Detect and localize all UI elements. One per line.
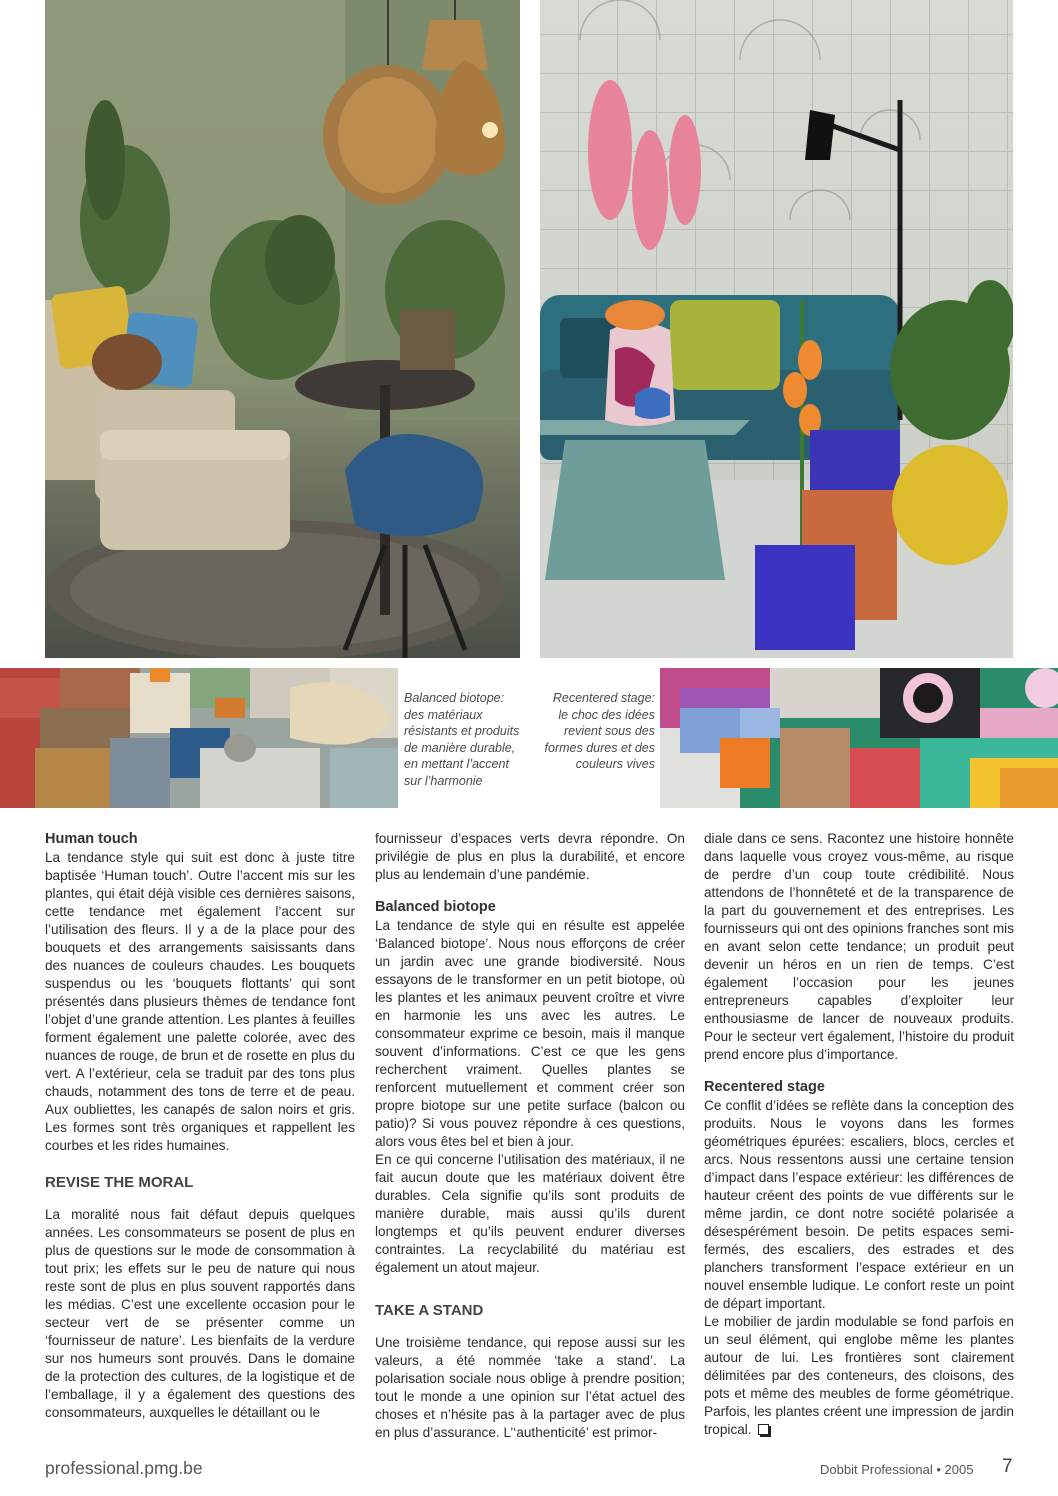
- caption-line: en mettant l’accent: [404, 757, 509, 771]
- paragraph: Une troisième tendance, qui repose aussi sur les valeurs, a été nommée ‘take a stand’. La polarisation sociale nous oblige à prendre position; tout le monde a une opinion sur l’état actuel des choses et n’hésite pas à la partager avec de plus en plus d’assurance. L’‘authenticité’ est primor-: [375, 1335, 685, 1440]
- article-column-2: [375, 830, 685, 1442]
- caption-line: revient sous des: [563, 724, 655, 738]
- moodboard-materials-2: [660, 668, 1058, 808]
- section-heading-recentered-stage: Recentered stage: [704, 1079, 825, 1095]
- paragraph: La tendance style qui suit est donc à juste titre baptisée ‘Human touch’. Outre l’accent mis sur les plantes, qui était déjà visible ces dernières saisons, cette tendance met également l’accent sur l’utilisation des fleurs. Il y a de la place pour des bouquets et des arrangements saisissants dans des nuances de couleurs chaudes. Les bouquets suspendus ou les ‘bouquets flottants’ qui sont présentés dans plusieurs thèmes de tendance font l’objet d’une grande attention. Les plantes à feuilles forment également une palette colorée, avec des nuances de rouge, de brun et de rosette en plus du vert. A l’extérieur, cela se traduit par des tons plus chauds, notamment des tons de terre et de peau. Aux oubliettes, les canapés de salon noirs et gris. Les formes sont très organiques et rappellent les courbes et les rides humaines.: [45, 850, 355, 1153]
- paragraph: En ce qui concerne l’utilisation des matériaux, il ne fait aucun doute que les matériaux doivent être durables. Cela signifie qu’ils sont produits de manière durable, mais aussi qu’ils durent longtemps et qu’ils peuvent endurer diverses contraintes. La recyclabilité du matériau est également un atout majeur.: [375, 1152, 685, 1275]
- paragraph: La tendance de style qui en résulte est appelée ‘Balanced biotope’. Nous nous efforçons de créer un jardin avec une grande biodiversité. Nous essayons de le transformer en un petit biotope, où les plantes et les animaux peuvent croître et vivre en harmonie les uns avec les autres. Le consommateur exprime ce besoin, mais il manque souvent d’informations. C’est ce que les gens recherchent vraiment. Quelles plantes se renforcent mutuellement et comment créer son propre biotope sur une petite surface (balcon ou patio)? Si vous pouvez répondre à ces questions, alors vous êtes bel et bien à jour.: [375, 918, 685, 1149]
- page-number: 7: [1002, 1456, 1013, 1477]
- paragraph-text: Le mobilier de jardin modulable se fond parfois en un seul élément, qui englobe même les plantes autour de lui. Les frontières sont clairement délimitées par des conteneurs, des cloisons, des pots et même des meubles de forme géométrique. Parfois, les plantes créent une impression de jardin tropical.: [704, 1314, 1014, 1437]
- moodboard-recentered-stage: [660, 668, 1058, 808]
- moodboard-materials-1: [0, 668, 398, 808]
- caption-line: résistants et produits: [404, 724, 520, 738]
- interior-illustration-1: [45, 0, 520, 658]
- paragraph: Ce conflit d’idées se reflète dans la conception des produits. Nous le voyons dans les formes géométriques épurées: escaliers, blocs, cercles et arcs. Nous ressentons aussi une certaine tension d’impact dans l’espace extérieur: les différences de hauteur créent des points de vue différents sur le même jardin, ce dont notre société polarisée a désespérément besoin. De petits espaces semi-fermés, des escaliers, des estrades et des planchers transforment l’espace extérieur en un nouvel ensemble ludique. Le confort reste un point de départ important.: [704, 1098, 1014, 1311]
- paragraph: La moralité nous fait défaut depuis quelques années. Les consommateurs se posent de plus en plus de questions sur le mode de consommation à tout prix; les effets sur le peu de nature qui nous reste sont de plus en plus souvent rapportés dans les médias. C’est une excellente occasion pour le secteur vert de se présenter comme un ‘fournisseur de nature’. Les bienfaits de la verdure sur nos humeurs sont prouvés. Dans le domaine de la protection des cultures, de la logistique et de l’emballage, il y a également des questions des consommateurs, auxquelles le détaillant ou le: [45, 1207, 355, 1420]
- section-heading-revise-the-moral: REVISE THE MORAL: [45, 1174, 194, 1191]
- paragraph-final: [704, 1313, 1014, 1439]
- caption-line: formes dures et des: [544, 740, 655, 755]
- section-heading-take-a-stand: TAKE A STAND: [375, 1302, 484, 1319]
- caption-line: le choc des idées: [558, 707, 655, 722]
- caption-line: des matériaux: [404, 707, 483, 722]
- footer-website: professional.pmg.be: [45, 1458, 203, 1478]
- section-heading-balanced-biotope: Balanced biotope: [375, 899, 496, 915]
- interior-illustration-2: [540, 0, 1013, 658]
- section-heading-human-touch: Human touch: [45, 831, 138, 847]
- footer-magazine-name: Dobbit Professional • 2005: [820, 1462, 974, 1477]
- caption-line: couleurs vives: [575, 757, 655, 771]
- moodboard-balanced-biotope: [0, 668, 398, 808]
- caption-line: Balanced biotope:: [404, 691, 505, 705]
- photo-recentered-stage-interior: [540, 0, 1013, 658]
- caption-line: Recentered stage:: [552, 691, 655, 705]
- article-column-3: [704, 830, 1014, 1439]
- end-of-article-icon: [758, 1424, 769, 1435]
- caption-line: sur l’harmonie: [404, 773, 483, 788]
- paragraph: diale dans ce sens. Racontez une histoire honnête dans laquelle vous croyez vous-même, au risque de perdre d’un coup toute crédibilité. Nous attendons de l’honnêteté et de la transparence de la part du gouvernement et des entreprises. Les fournisseurs qui ont des opinions franches sont mis en avant selon cette tendance; un produit peut devenir un héros en un rien de temps. C’est également l’occasion pour les jeunes entrepreneurs capables d’exploiter leur enthousiasme de lancer de nouveaux produits. Pour le secteur vert également, l’histoire du produit prend encore plus d’importance.: [704, 831, 1014, 1062]
- article-column-1: [45, 830, 355, 1422]
- paragraph: fournisseur d’espaces verts devra répondre. On privilégie de plus en plus la durabilité, et encore plus au lendemain d’une pandémie.: [375, 831, 685, 882]
- caption-recentered-stage: [510, 690, 655, 773]
- photo-human-touch-interior: [45, 0, 520, 658]
- caption-line: de manière durable,: [404, 740, 516, 755]
